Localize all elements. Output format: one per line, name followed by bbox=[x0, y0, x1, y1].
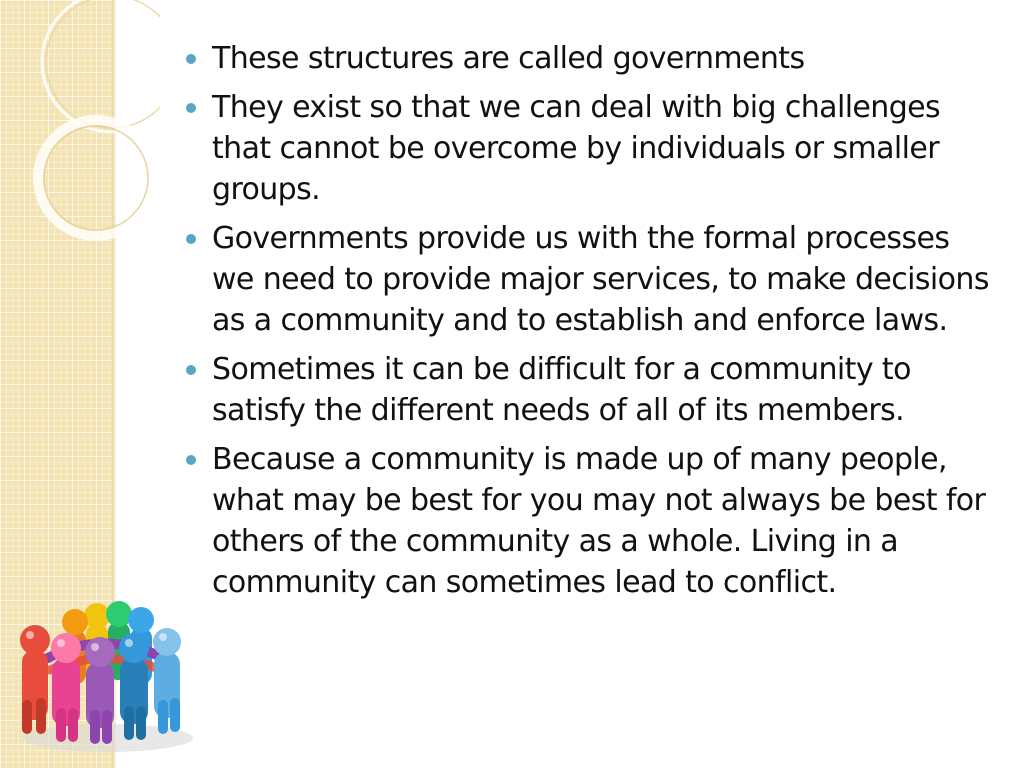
bullet-text: These structures are called governments bbox=[212, 41, 805, 76]
bullet-item bbox=[186, 218, 996, 341]
bullet-item bbox=[186, 349, 996, 431]
bullet-text: Because a community is made up of many people, what may be best for you may not always be best for others of the community as a whole. Living in a community can sometimes lead to conflict. bbox=[212, 442, 986, 600]
bullet-text: Sometimes it can be difficult for a community to satisfy the different needs of all of its members. bbox=[212, 352, 911, 428]
bullet-item bbox=[186, 87, 996, 210]
bullet-text: Governments provide us with the formal processes we need to provide major services, to make decisions as a community and to establish and enforce laws. bbox=[212, 221, 989, 338]
bullet-item bbox=[186, 439, 996, 603]
people-circle-icon bbox=[8, 588, 198, 758]
bullet-item bbox=[186, 38, 996, 79]
bullet-dot-icon bbox=[186, 54, 196, 64]
ring-circles-icon bbox=[0, 0, 160, 260]
bullet-dot-icon bbox=[186, 365, 196, 375]
bullet-dot-icon bbox=[186, 103, 196, 113]
bullet-dot-icon bbox=[186, 234, 196, 244]
bullet-dot-icon bbox=[186, 455, 196, 465]
bullet-list bbox=[186, 38, 996, 611]
bullet-text: They exist so that we can deal with big challenges that cannot be overcome by individuals or smaller groups. bbox=[212, 90, 941, 207]
